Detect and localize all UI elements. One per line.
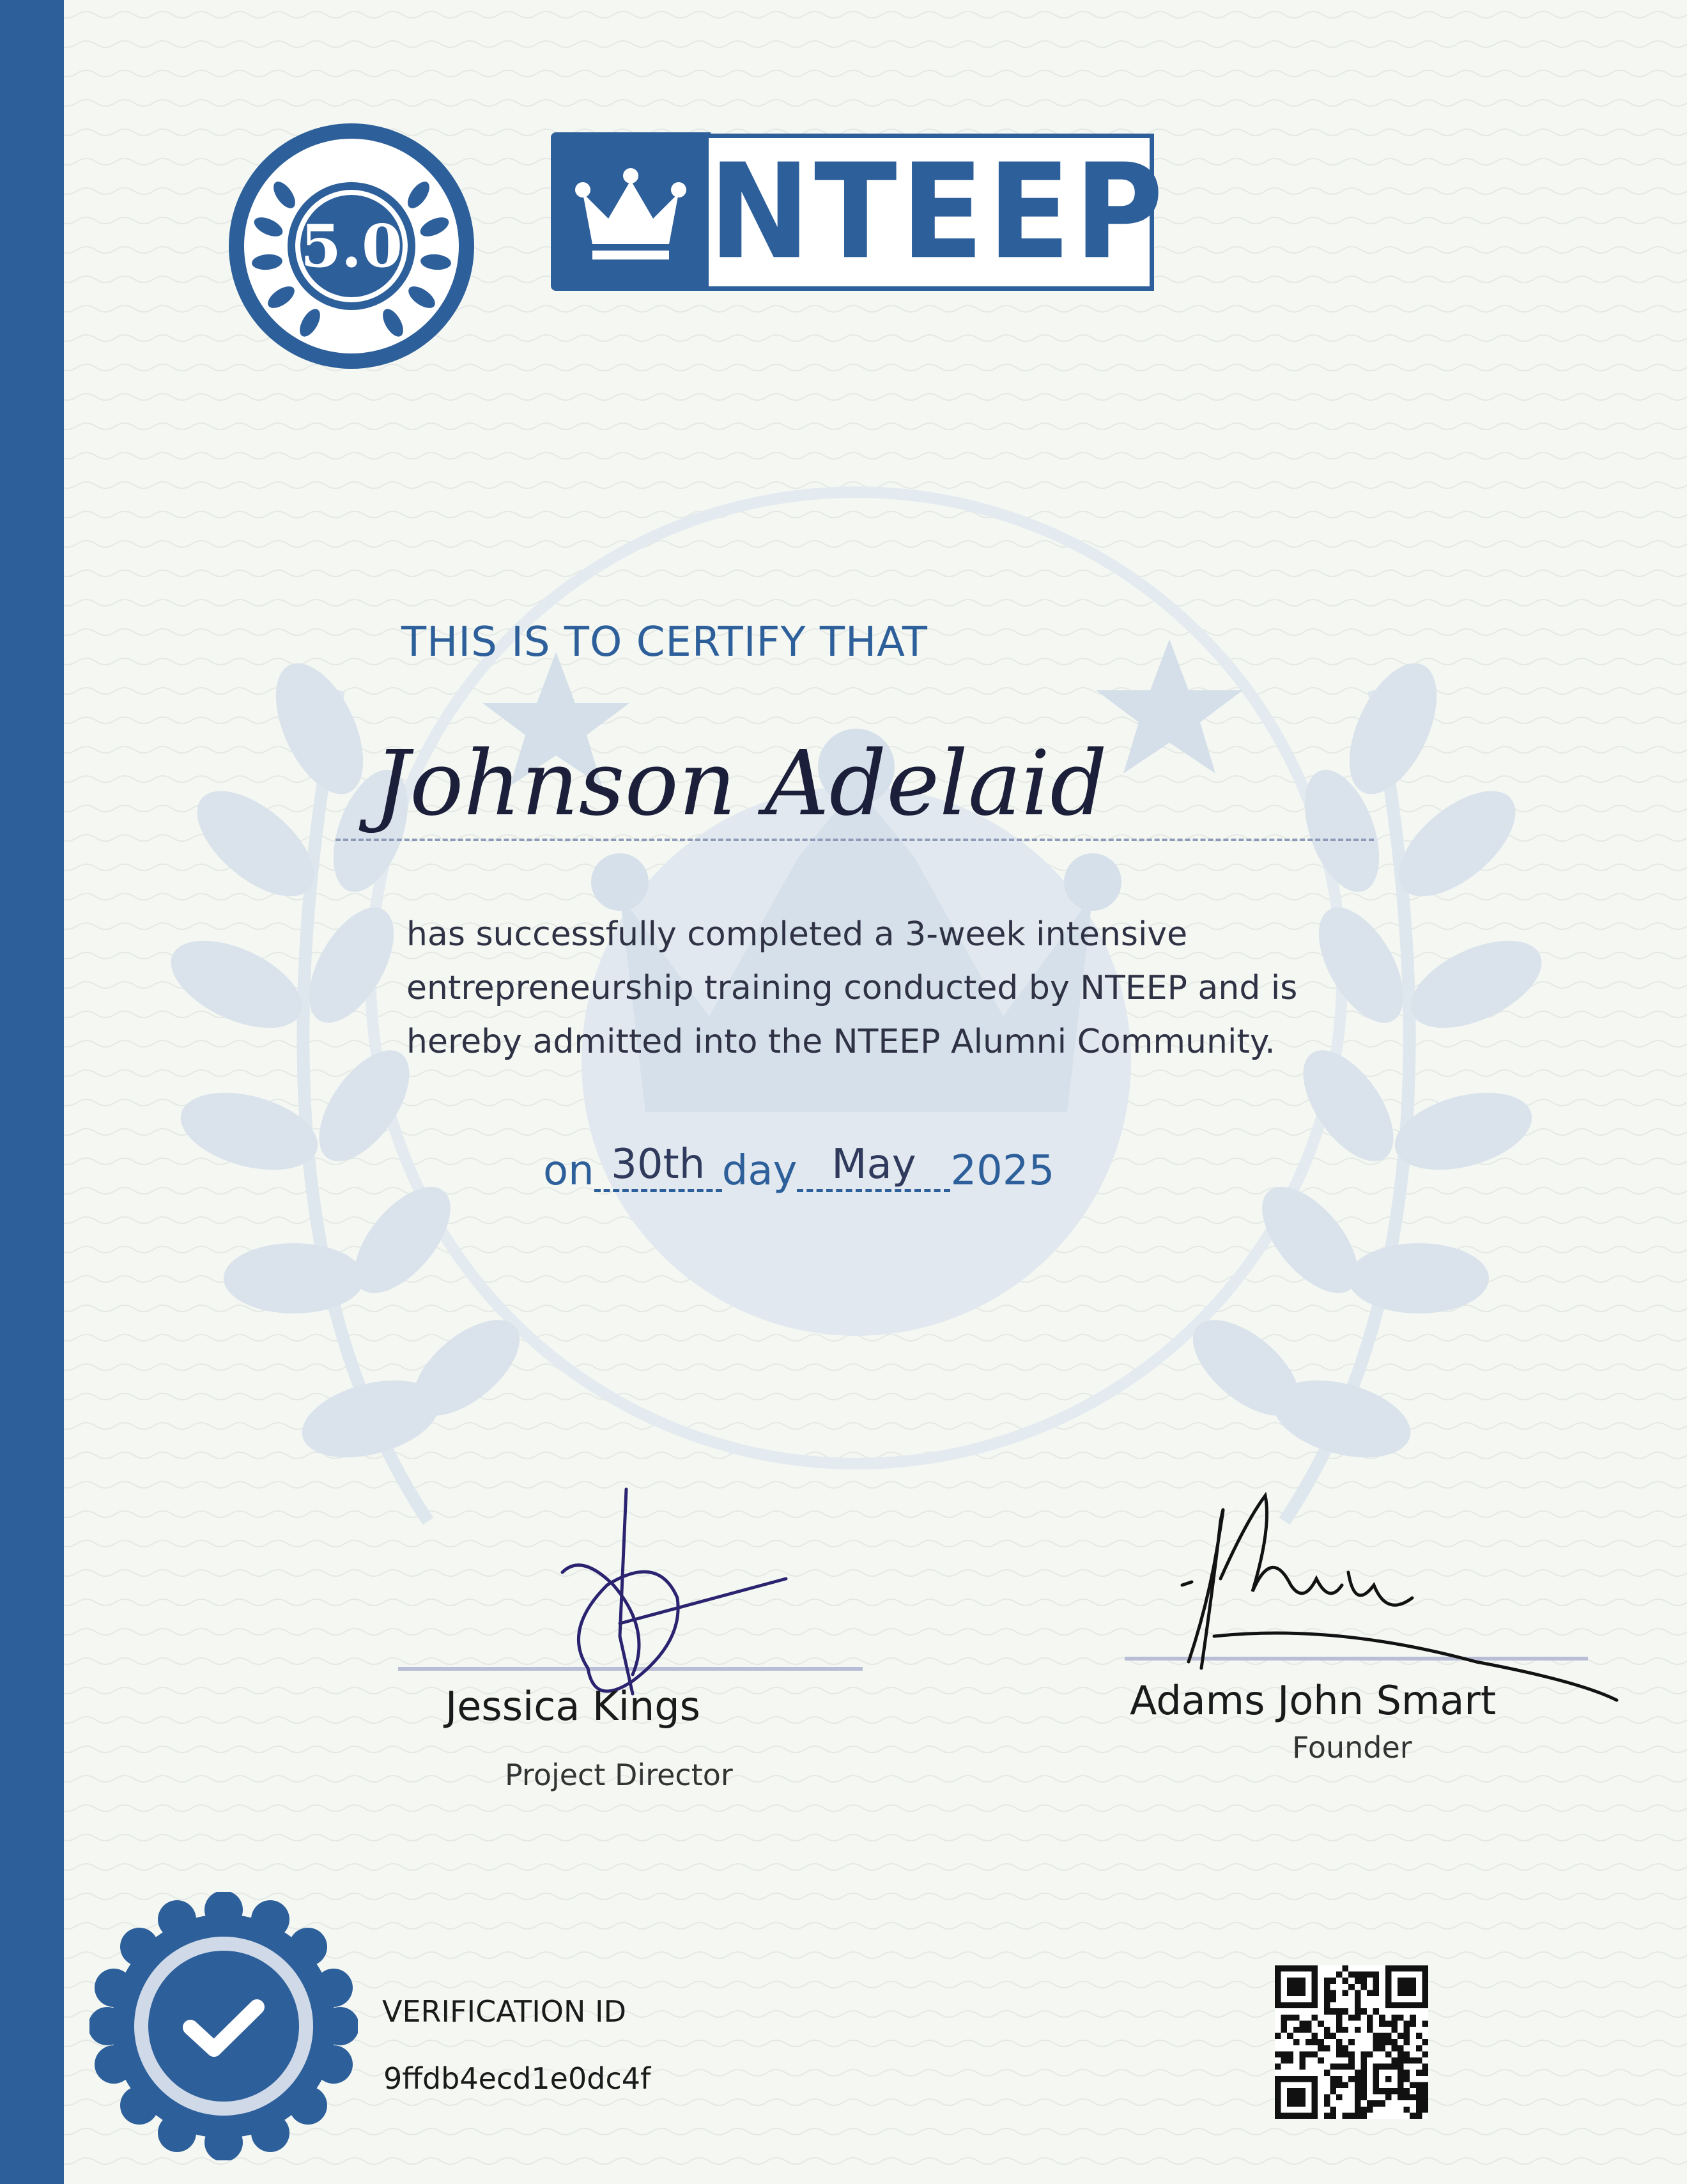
date-day-word: day bbox=[721, 1147, 797, 1195]
certify-heading: THIS IS TO CERTIFY THAT bbox=[401, 619, 928, 666]
verification-id: 9ffdb4ecd1e0dc4f bbox=[383, 2061, 651, 2096]
date-month: May bbox=[831, 1141, 916, 1188]
signature-adams-john-smart bbox=[1144, 1470, 1629, 1707]
name-underline bbox=[335, 839, 1374, 841]
date-year: 2025 bbox=[950, 1147, 1055, 1195]
date-prefix: on bbox=[543, 1147, 594, 1195]
laurel-right bbox=[1176, 650, 1553, 1521]
logo-mark bbox=[551, 132, 711, 291]
recipient-name: Johnson Adelaid bbox=[374, 732, 1107, 836]
date-month-blank bbox=[797, 1141, 950, 1195]
qr-code-icon[interactable] bbox=[1275, 1965, 1428, 2119]
signatory-title: Founder bbox=[1292, 1730, 1412, 1765]
verified-seal bbox=[89, 1892, 358, 2160]
left-accent-bar bbox=[0, 0, 64, 2184]
nteep-logo bbox=[551, 132, 1167, 291]
certificate-body: has successfully completed a 3-week intensive entrepreneurship training conducted by NTEEP and is hereby admitted into the NTEEP Alumni Community. bbox=[406, 915, 1298, 1061]
rating-value: 5.0 bbox=[300, 212, 403, 281]
date-day: 30th bbox=[611, 1141, 705, 1188]
signatory-name: Jessica Kings bbox=[445, 1683, 700, 1730]
signatory-title: Project Director bbox=[505, 1758, 733, 1792]
logo-wordmark: NTEEP bbox=[709, 136, 1167, 288]
logo-wordmark-box bbox=[704, 134, 1167, 291]
crown-icon bbox=[551, 132, 711, 291]
rating-badge bbox=[224, 118, 479, 374]
verification-label: VERIFICATION ID bbox=[382, 1994, 626, 2029]
signatory-name: Adams John Smart bbox=[1130, 1677, 1497, 1724]
date-day-blank bbox=[594, 1141, 722, 1195]
completion-date bbox=[543, 1141, 1055, 1195]
